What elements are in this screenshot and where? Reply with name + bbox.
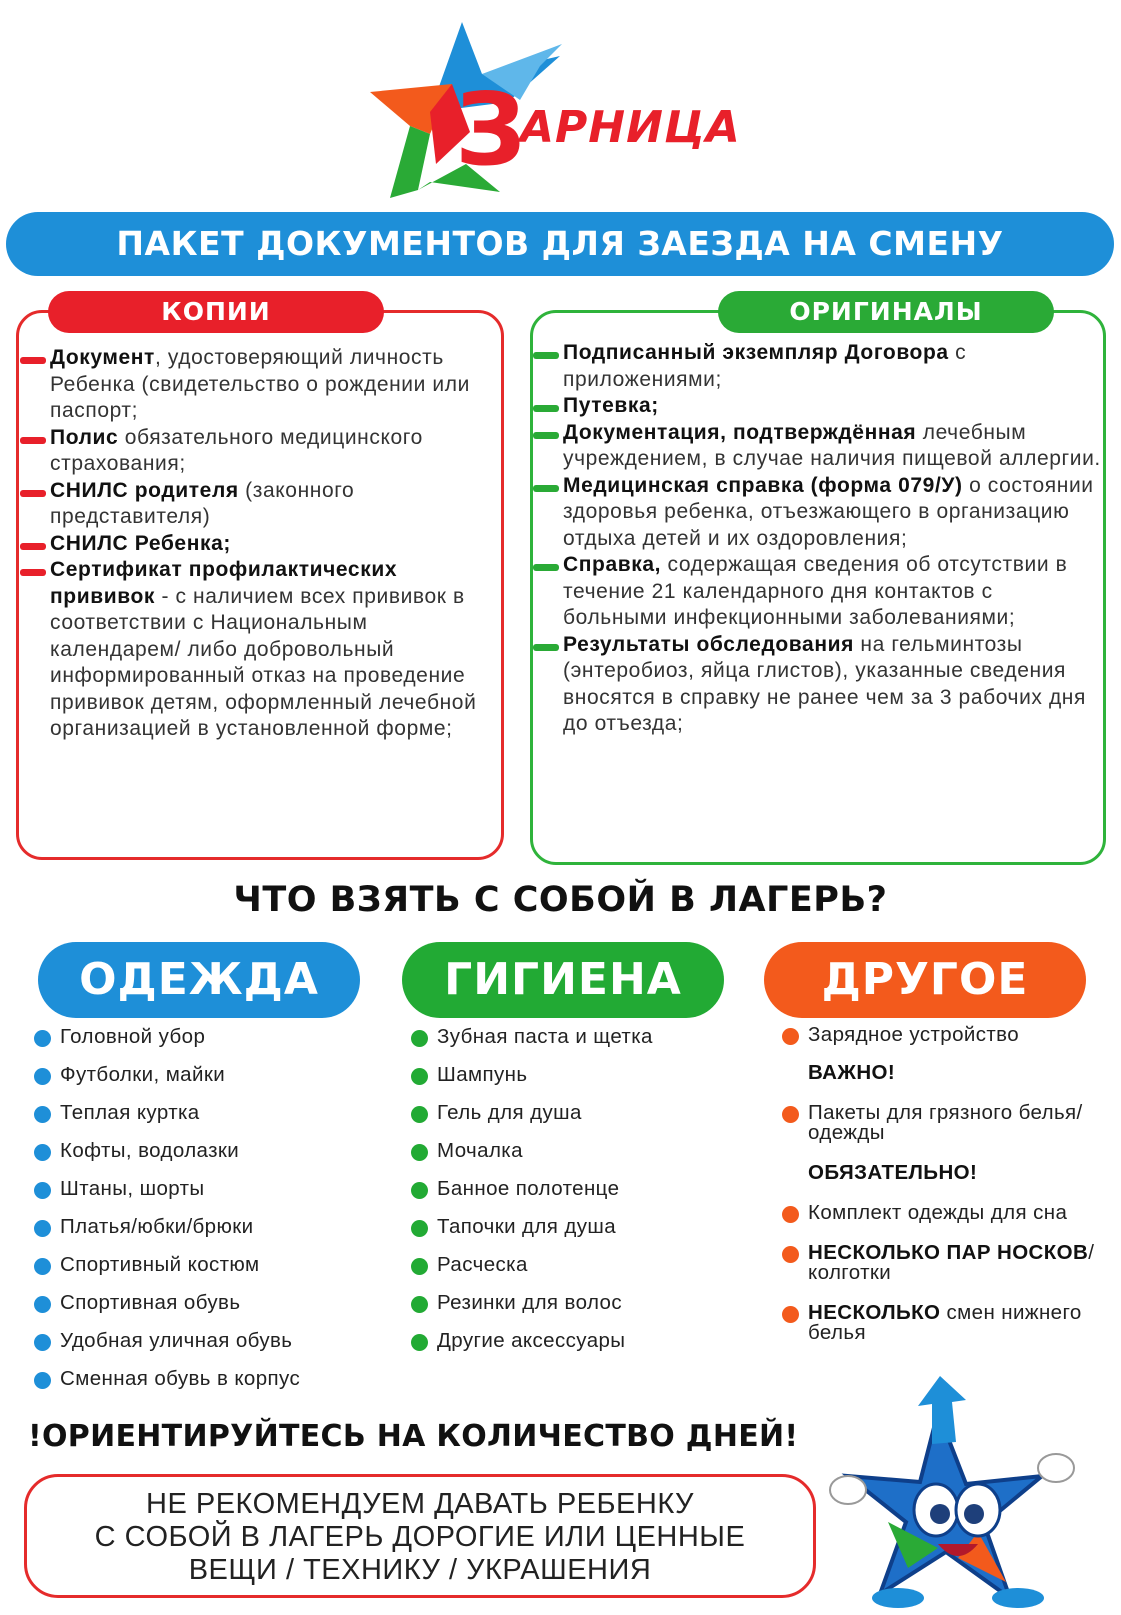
item-bold: Полис <box>50 425 119 449</box>
item-bold: НЕСКОЛЬКО ПАР НОСКОВ <box>808 1241 1089 1264</box>
item-text: содержащая сведения об отсутствии в течение 21 календарного дня контактов с больными инфекционными заболеваниями; <box>563 553 1068 629</box>
item-text: Кофты, водолазки <box>60 1139 240 1162</box>
item-text: - с наличием всех прививок в соответствии с Национальным календарем/ либо добровольный информированный отказ на проведение прививок детям, оформленный лечебной организацией в установленной форме; <box>50 584 477 740</box>
item-text: Мочалка <box>437 1139 523 1162</box>
dot-bullet-icon <box>411 1334 428 1351</box>
originals-header: ОРИГИНАЛЫ <box>718 291 1054 333</box>
list-item <box>34 1291 300 1329</box>
dot-bullet-icon <box>34 1106 51 1123</box>
warning-line: С СОБОЙ В ЛАГЕРЬ ДОРОГИЕ ИЛИ ЦЕННЫЕ <box>94 1521 746 1553</box>
dot-bullet-icon <box>34 1258 51 1275</box>
dash-bullet-icon <box>533 485 559 492</box>
list-item <box>782 1243 1102 1283</box>
item-bold: СНИЛС Ребенка; <box>50 531 231 555</box>
important-label: ВАЖНО! <box>808 1061 896 1084</box>
dot-bullet-icon <box>34 1030 51 1047</box>
dash-bullet-icon <box>533 405 559 412</box>
item-text: Расческа <box>437 1253 528 1276</box>
item-text: Зубная паста и щетка <box>437 1025 653 1048</box>
item-text: на гельминтозы (энтеробиоз, яйца глистов), указанные сведения вносятся в справку не ранее чем за 3 рабочих дня до отъезда; <box>563 632 1086 735</box>
item-text: Сменная обувь в корпус <box>60 1367 301 1390</box>
dot-bullet-icon <box>782 1306 799 1323</box>
copies-list <box>50 345 500 743</box>
dash-bullet-icon <box>20 490 46 497</box>
item-text: смен нижнего белья <box>808 1301 1082 1344</box>
category-other: ДРУГОЕ <box>764 942 1086 1018</box>
list-item <box>782 1103 1102 1143</box>
item-text: Штаны, шорты <box>60 1177 205 1200</box>
item-bold: Медицинская справка (форма 079/У) <box>563 473 963 497</box>
dash-bullet-icon <box>20 569 46 576</box>
list-item <box>50 478 500 531</box>
item-bold: НЕСКОЛЬКО <box>808 1301 941 1324</box>
dot-bullet-icon <box>411 1296 428 1313</box>
list-item <box>411 1063 653 1101</box>
item-text: обязательного медицинского страхования; <box>50 425 423 475</box>
dot-bullet-icon <box>782 1028 799 1045</box>
dash-bullet-icon <box>533 644 559 651</box>
list-item <box>411 1177 653 1215</box>
dash-bullet-icon <box>20 437 46 444</box>
item-bold: Документация, подтверждённая <box>563 420 917 444</box>
dot-bullet-icon <box>411 1030 428 1047</box>
dot-bullet-icon <box>411 1182 428 1199</box>
item-text: Тапочки для душа <box>437 1215 617 1238</box>
hygiene-list <box>411 1025 653 1367</box>
list-item <box>411 1329 653 1367</box>
warning-line: НЕ РЕКОМЕНДУЕМ ДАВАТЬ РЕБЕНКУ <box>146 1488 694 1520</box>
list-item <box>411 1291 653 1329</box>
item-text: Зарядное устройство <box>808 1023 1020 1046</box>
item-text: , удостоверяющий личность Ребенка (свидетельство о рождении или паспорт; <box>50 346 470 422</box>
item-text: Пакеты для грязного белья/одежды <box>808 1101 1083 1144</box>
dot-bullet-icon <box>782 1246 799 1263</box>
item-text: с приложениями; <box>563 341 967 391</box>
item-text: Гель для душа <box>437 1101 582 1124</box>
list-item <box>50 425 500 478</box>
dot-bullet-icon <box>34 1220 51 1237</box>
item-bold: Подписанный экземпляр Договора <box>563 341 949 364</box>
item-text: Банное полотенце <box>437 1177 620 1200</box>
item-text: (законного представителя) <box>50 478 355 528</box>
dash-bullet-icon <box>533 564 559 571</box>
item-text: Шампунь <box>437 1063 528 1086</box>
list-item <box>563 632 1103 738</box>
list-item <box>34 1215 300 1253</box>
list-item <box>34 1367 300 1405</box>
item-text: о состоянии здоровья ребенка, отъезжающего в организацию отдыха детей и их оздоровления; <box>563 473 1094 550</box>
list-item <box>563 420 1103 473</box>
item-text: Резинки для волос <box>437 1291 622 1314</box>
dash-bullet-icon <box>533 432 559 439</box>
list-item <box>563 340 1103 393</box>
dot-bullet-icon <box>411 1258 428 1275</box>
item-bold: Результаты обследования <box>563 632 854 656</box>
list-item <box>411 1139 653 1177</box>
dot-bullet-icon <box>34 1144 51 1161</box>
copies-header: КОПИИ <box>48 291 384 333</box>
dot-bullet-icon <box>411 1144 428 1161</box>
item-bold: Сертификат профилактических прививок <box>50 558 398 608</box>
list-item <box>563 393 1103 420</box>
item-bold: Справка, <box>563 553 662 576</box>
mandatory-label: ОБЯЗАТЕЛЬНО! <box>808 1161 978 1184</box>
section-heading: ЧТО ВЗЯТЬ С СОБОЙ В ЛАГЕРЬ? <box>233 880 888 920</box>
list-item <box>411 1253 653 1291</box>
clothes-list <box>34 1025 300 1405</box>
list-item <box>34 1025 300 1063</box>
dot-bullet-icon <box>34 1334 51 1351</box>
item-text: Комплект одежды для сна <box>808 1201 1068 1224</box>
logo-letter: З <box>455 71 527 188</box>
list-item <box>782 1025 1102 1045</box>
item-text: Спортивный костюм <box>60 1253 260 1276</box>
dot-bullet-icon <box>411 1068 428 1085</box>
item-text: Теплая куртка <box>60 1101 200 1124</box>
list-item <box>411 1025 653 1063</box>
list-item <box>50 557 500 743</box>
list-item <box>563 552 1103 632</box>
dot-bullet-icon <box>34 1372 51 1389</box>
item-text: лечебным учреждением, в случае наличия пищевой аллергии. <box>563 420 1101 470</box>
star-mascot-icon <box>828 1372 1098 1610</box>
list-item <box>34 1063 300 1101</box>
item-text: Спортивная обувь <box>60 1291 241 1314</box>
item-text: Футболки, майки <box>60 1063 226 1086</box>
list-item <box>782 1303 1102 1343</box>
item-text: Платья/юбки/брюки <box>60 1215 254 1238</box>
dot-bullet-icon <box>782 1206 799 1223</box>
dot-bullet-icon <box>782 1106 799 1123</box>
list-item <box>34 1101 300 1139</box>
list-item <box>50 345 500 425</box>
dot-bullet-icon <box>34 1182 51 1199</box>
zarnitsa-logo <box>370 14 760 204</box>
dot-bullet-icon <box>34 1068 51 1085</box>
item-text: /колготки <box>808 1241 1095 1284</box>
list-item <box>34 1177 300 1215</box>
list-item <box>411 1215 653 1253</box>
item-text: Другие аксессуары <box>437 1329 626 1352</box>
list-item <box>34 1253 300 1291</box>
list-item <box>50 531 500 558</box>
item-text: Удобная уличная обувь <box>60 1329 293 1352</box>
dot-bullet-icon <box>411 1106 428 1123</box>
warning-line: ВЕЩИ / ТЕХНИКУ / УКРАШЕНИЯ <box>188 1554 652 1586</box>
item-text: Головной убор <box>60 1025 206 1048</box>
list-item <box>563 473 1103 553</box>
dash-bullet-icon <box>20 543 46 550</box>
list-item <box>34 1139 300 1177</box>
dash-bullet-icon <box>20 357 46 364</box>
category-hygiene: ГИГИЕНА <box>402 942 724 1018</box>
item-bold: Документ <box>50 346 155 369</box>
item-bold: Путевка; <box>563 394 659 417</box>
list-item <box>411 1101 653 1139</box>
logo-text: АРНИЦА <box>520 102 741 153</box>
dash-bullet-icon <box>533 352 559 359</box>
list-item <box>34 1329 300 1367</box>
item-bold: СНИЛС родителя <box>50 478 239 502</box>
dot-bullet-icon <box>411 1220 428 1237</box>
other-list <box>782 1025 1102 1343</box>
dot-bullet-icon <box>34 1296 51 1313</box>
originals-list <box>563 340 1103 738</box>
main-banner: ПАКЕТ ДОКУМЕНТОВ ДЛЯ ЗАЕЗДА НА СМЕНУ <box>6 212 1114 276</box>
list-item <box>782 1203 1102 1223</box>
warning-box <box>24 1474 816 1598</box>
orient-heading: !ОРИЕНТИРУЙТЕСЬ НА КОЛИЧЕСТВО ДНЕЙ! <box>28 1419 799 1454</box>
category-clothes: ОДЕЖДА <box>38 942 360 1018</box>
